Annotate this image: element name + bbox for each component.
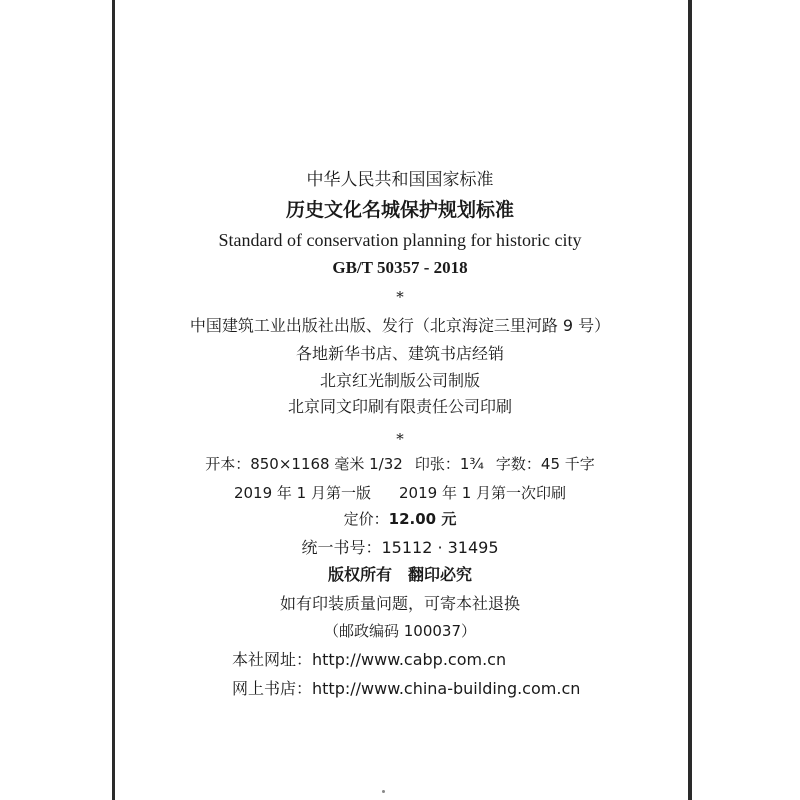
words-label: 字数：45 千字 bbox=[495, 455, 595, 473]
plate-maker-line: 北京红光制版公司制版 bbox=[319, 371, 480, 390]
website-line bbox=[232, 652, 506, 668]
edition-text: 2019 年 1 月第一版 bbox=[233, 484, 371, 502]
print-speck bbox=[382, 790, 385, 793]
shop-label: 网上书店： bbox=[232, 679, 313, 698]
online-shop-line bbox=[232, 681, 580, 697]
book-number-line: 统一书号：15112 · 31495 bbox=[301, 538, 499, 557]
price-line bbox=[0, 512, 800, 527]
price-label: 定价： bbox=[343, 510, 389, 528]
title-english: Standard of conservation planning for historic city bbox=[218, 230, 582, 250]
publisher-line: 中国建筑工业出版社出版、发行（北京海淀三里河路 9 号） bbox=[189, 316, 611, 335]
distributor-line: 各地新华书店、建筑书店经销 bbox=[295, 344, 504, 363]
rights-line: 版权所有 翻印必究 bbox=[327, 565, 472, 584]
postal-code-line: （邮政编码 100037） bbox=[323, 622, 477, 640]
website-url[interactable]: http://www.cabp.com.cn bbox=[312, 650, 507, 669]
notice-line: 如有印装质量问题，可寄本社退换 bbox=[279, 594, 520, 613]
sheets-label: 印张：1¾ bbox=[414, 455, 484, 473]
printer-line: 北京同文印刷有限责任公司印刷 bbox=[287, 397, 512, 416]
website-label: 本社网址： bbox=[232, 650, 313, 669]
title-chinese: 历史文化名城保护规划标准 bbox=[285, 199, 514, 221]
price-value: 12.00 元 bbox=[388, 510, 457, 528]
standard-type-line: 中华人民共和国国家标准 bbox=[306, 170, 494, 190]
standard-code: GB/T 50357 - 2018 bbox=[332, 258, 468, 277]
separator-star-2: * bbox=[396, 430, 404, 448]
separator-star-1: * bbox=[396, 288, 404, 306]
format-label: 开本：850×1168 毫米 1/32 bbox=[205, 455, 403, 473]
format-line bbox=[0, 457, 800, 472]
shop-url[interactable]: http://www.china-building.com.cn bbox=[312, 679, 581, 698]
edition-line bbox=[0, 486, 800, 501]
printing-text: 2019 年 1 月第一次印刷 bbox=[399, 484, 567, 502]
